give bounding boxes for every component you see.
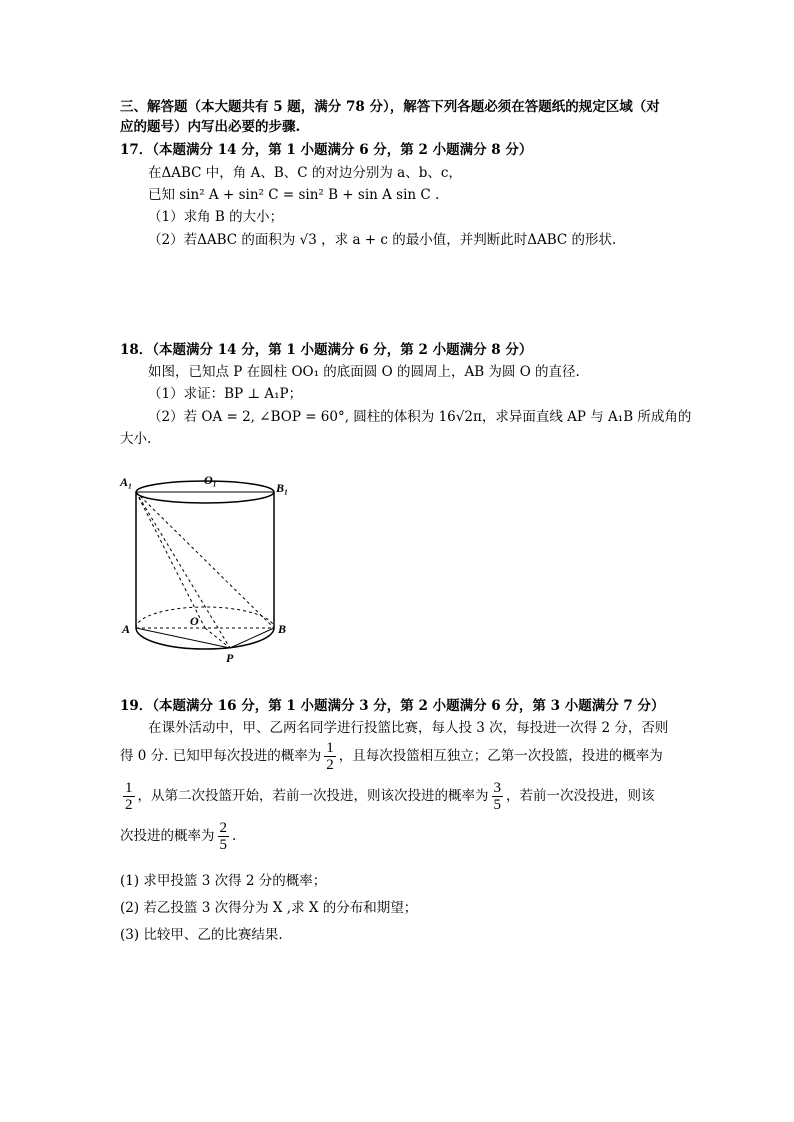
label-o: O	[190, 614, 199, 628]
q19-part2: (2) 若乙投篮 3 次得分为 X ,求 X 的分布和期望；	[120, 900, 418, 916]
fraction-one-half: $\frac{1}{2}$	[326, 740, 334, 773]
fraction-two-fifths: $\frac{2}{5}$	[219, 820, 227, 853]
q17-line2: 已知 sin² A + sin² C = sin² B + sin A sin C .	[148, 187, 440, 203]
q18-line1: 如图，已知点 P 在圆柱 OO₁ 的底面圆 O 的圆周上，AB 为圆 O 的直径.	[148, 364, 580, 380]
fraction-three-fifths: $\frac{3}{5}$	[493, 780, 501, 813]
q18-part2-cont: 大小.	[120, 431, 152, 447]
q18-header: 18．（本题满分 14 分，第 1 小题满分 6 分，第 2 小题满分 8 分）	[120, 342, 533, 358]
q19-line3a: ，从第二次投篮开始，若前一次投进，则该次投进的概率为	[137, 788, 489, 804]
q19-line4a: 次投进的概率为	[120, 828, 215, 844]
q19-line4	[120, 818, 236, 854]
q17-header: 17．（本题满分 14 分，第 1 小题满分 6 分，第 2 小题满分 8 分）	[120, 142, 533, 158]
section-heading-line2: 应的题号）内写出必要的步骤.	[120, 119, 301, 135]
q19-line2a: 得 0 分. 已知甲每次投进的概率为	[120, 748, 322, 764]
q17-part2: （2）若ΔABC 的面积为 √3 ，求 a + c 的最小值，并判断此时ΔABC 的形状.	[148, 232, 617, 248]
label-b: B	[278, 622, 287, 636]
q17-part1: （1）求角 B 的大小；	[148, 209, 284, 225]
label-o1: O₁	[204, 473, 217, 487]
q18-part1: （1）求证：BP ⊥ A₁P；	[148, 386, 303, 402]
q19-line2b: ，且每次投篮相互独立；乙第一次投篮，投进的概率为	[338, 748, 663, 764]
q19-part3: (3) 比较甲、乙的比赛结果.	[120, 927, 283, 943]
q19-header: 19．（本题满分 16 分，第 1 小题满分 3 分，第 2 小题满分 6 分，第 3 小题满分 7 分）	[120, 698, 665, 714]
q19-line3b: ，若前一次没投进，则该	[506, 788, 655, 804]
q17-line1: 在ΔABC 中，角 A、B、C 的对边分别为 a、b、c，	[148, 165, 462, 181]
label-a1: A₁	[120, 475, 133, 489]
section-heading-line1: 三、解答题（本大题共有 5 题，满分 78 分），解答下列各题必须在答题纸的规定区域（对	[120, 99, 660, 115]
q19-part1: (1) 求甲投篮 3 次得 2 分的概率；	[120, 873, 327, 889]
q18-part2: （2）若 OA = 2, ∠BOP = 60°, 圆柱的体积为 16√2π，求异面直线 AP 与 A₁B 所成角的	[148, 409, 692, 425]
cylinder-figure	[110, 468, 300, 668]
q19-line3	[120, 778, 655, 814]
fraction-one-half-b: $\frac{1}{2}$	[125, 780, 133, 813]
label-a: A	[122, 622, 131, 636]
label-p: P	[226, 651, 234, 665]
label-b1: B₁	[276, 481, 289, 495]
q19-line2	[120, 738, 663, 774]
q19-line4b: .	[232, 828, 237, 844]
q19-line1: 在课外活动中，甲、乙两名同学进行投篮比赛，每人投 3 次，每投进一次得 2 分，否则	[148, 720, 669, 736]
